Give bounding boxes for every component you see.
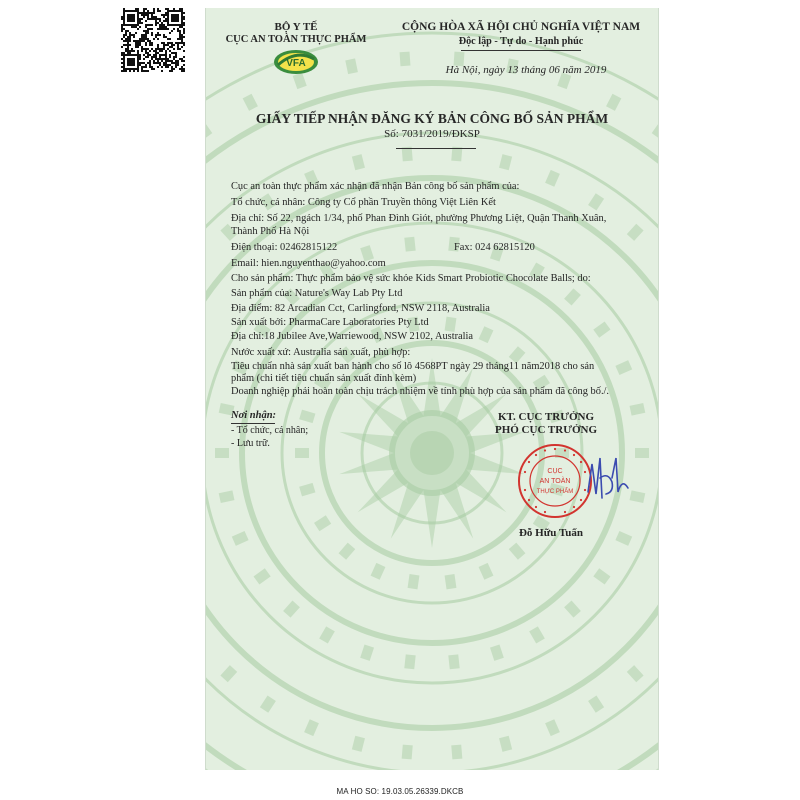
stamp-text-1: CỤC (547, 468, 563, 475)
signer-title-2: PHÓ CỤC TRƯỞNG (494, 424, 598, 436)
qr-code-image (121, 8, 185, 72)
department-name: CỤC AN TOÀN THỰC PHẨM (225, 34, 367, 45)
issue-date: Hà Nội, ngày 13 tháng 06 năm 2019 (445, 64, 607, 76)
vfa-logo-text: VFA (286, 58, 306, 69)
motto-underline (461, 50, 581, 51)
intro-text: Cục an toàn thực phẩm xác nhận đã nhận Bản công bố sản phẩm của: (231, 181, 520, 192)
ministry-name: BỘ Y TẾ (274, 21, 318, 33)
signer-name: Đỗ Hữu Tuấn (518, 527, 584, 539)
responsibility-line: Doanh nghiệp phải hoàn toàn chịu trách nhiệm về tính phù hợp của sản phẩm đã công bố./. (231, 386, 610, 397)
recipients-heading: Nơi nhận: (231, 410, 277, 421)
dossier-code: MA HO SO: 19.03.05.26339.DKCB (336, 787, 464, 796)
vfa-logo (272, 47, 320, 77)
phone-line: Điện thoại: 02462815122 (231, 242, 338, 253)
document-number: Số: 7031/2019/ĐKSP (384, 128, 480, 140)
recipient-item: - Tổ chức, cá nhân; (231, 425, 309, 436)
address-line-1: Địa chỉ: Số 22, ngách 1/34, phố Phan Đình Giót, phường Phương Liệt, Quận Thanh Xuân, (231, 213, 607, 224)
recipient-item: - Lưu trữ. (231, 438, 270, 449)
origin-line: Nước xuất xứ: Australia sản xuất, phù hợp: (231, 347, 411, 358)
certificate-document (205, 8, 659, 770)
organization-line: Tổ chức, cá nhân: Công ty Cổ phần Truyền thông Việt Liên Kết (231, 197, 496, 208)
recipients-underline (231, 423, 275, 424)
producer-address-line: Địa chỉ:18 Jubilee Ave,Warriewood, NSW 2102, Australia (231, 331, 474, 342)
stamp-text-2: AN TOÀN (539, 478, 571, 485)
fax-line: Fax: 024 62815120 (454, 242, 535, 253)
title-underline (396, 148, 476, 149)
stamp-text-3: THỰC PHẨM (536, 489, 574, 495)
producer-line: Sản xuất bởi: PharmaCare Laboratories Pty Ltd (231, 317, 429, 328)
product-line: Cho sản phẩm: Thực phẩm bảo vệ sức khỏe Kids Smart Probiotic Chocolate Balls; do: (231, 273, 591, 284)
location-line: Địa điểm: 82 Arcadian Cct, Carlingford, NSW 2118, Australia (231, 303, 490, 314)
address-line-2: Thành Phố Hà Nội (231, 226, 310, 237)
national-motto: Độc lập - Tự do - Hạnh phúc (458, 36, 584, 47)
standard-line-1: Tiêu chuẩn nhà sản xuất ban hành cho số lô 4568PT ngày 29 tháng11 năm2018 cho sản (231, 361, 595, 372)
country-name: CỘNG HÒA XÃ HỘI CHỦ NGHĨA VIỆT NAM (401, 21, 641, 33)
standard-line-2: phẩm (chi tiết tiêu chuẩn sản xuất đính kèm) (231, 373, 417, 384)
signer-title-1: KT. CỤC TRƯỞNG (497, 411, 595, 423)
document-title: GIẤY TIẾP NHẬN ĐĂNG KÝ BẢN CÔNG BỐ SẢN PHẨM (255, 111, 609, 126)
email-line: Email: hien.nguyenthao@yahoo.com (231, 258, 386, 269)
product-owner-line: Sản phẩm của: Nature's Way Lab Pty Ltd (231, 288, 403, 299)
handwritten-signature (582, 448, 634, 508)
